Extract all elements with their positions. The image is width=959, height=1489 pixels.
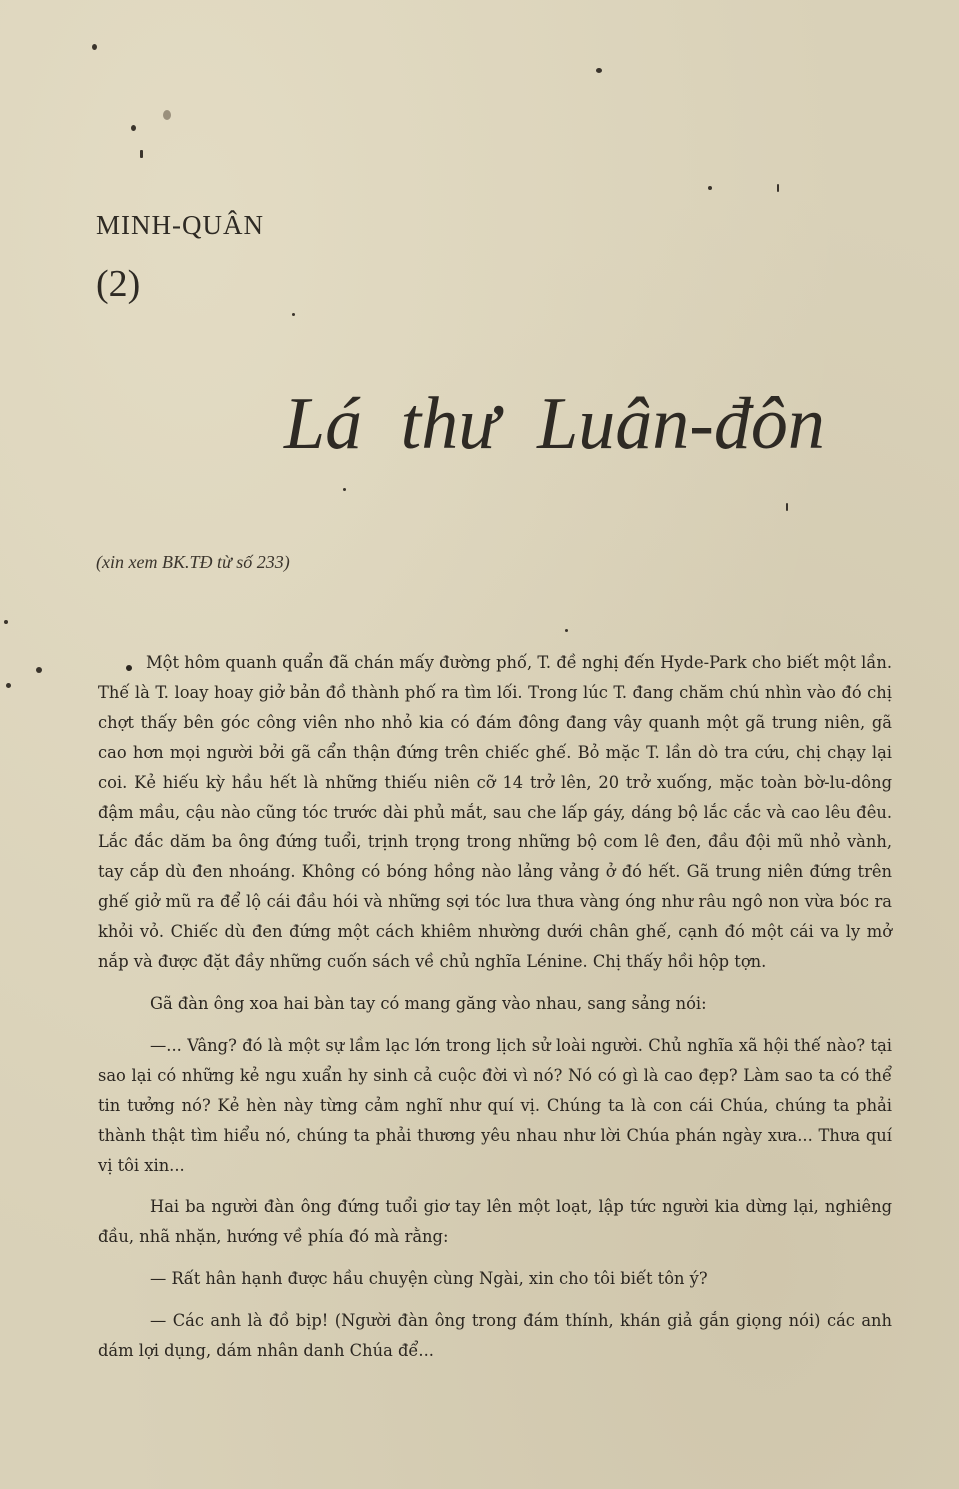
article-body <box>98 648 892 1378</box>
print-speck <box>163 110 171 120</box>
print-speck <box>131 125 136 131</box>
print-speck <box>596 68 602 73</box>
author-name: MINH-QUÂN <box>96 210 264 240</box>
print-speck <box>292 313 295 316</box>
part-number: (2) <box>96 263 141 305</box>
print-speck <box>36 667 42 673</box>
paragraph: —... Vâng? đó là một sự lầm lạc lớn trong lịch sử loài người. Chủ nghĩa xã hội thế nào? tại sao lại có những kẻ ngu xuẩn hy sinh cả cuộc đời vì nó? Nó có gì là cao đẹp? Làm sao ta có thể tin tưởng nó? Kẻ hèn này từng cảm nghĩ như quí vị. Chúng ta là con cái Chúa, chúng ta phải thành thật tìm hiểu nó, chúng ta phải thương yêu nhau như lời Chúa phán ngày xưa... Thưa quí vị tôi xin... <box>98 1035 892 1175</box>
print-speck <box>343 488 346 491</box>
print-speck <box>777 184 779 192</box>
paragraph: Một hôm quanh quẩn đã chán mấy đường phố, T. đề nghị đến Hyde-Park cho biết một lần. Thế là T. loay hoay giở bản đồ thành phố ra tìm lối. Trong lúc T. đang chăm chú nhìn vào đó chị chợt thấy bên góc công viên nho nhỏ kia có đám đông đang vây quanh một gã trung niên, gã cao hơn mọi người bởi gã cẩn thận đứng trên chiếc ghế. Bỏ mặc T. lần dò tra cứu, chị chạy lại coi. Kẻ hiếu kỳ hầu hết là những thiếu niên cỡ 14 trở lên, 20 trở xuống, mặc toàn bờ-lu-dông đậm mầu, cậu nào cũng tóc trước dài phủ mắt, sau che lấp gáy, dáng bộ lắc cắc và cao lêu đêu. Lắc đắc dăm ba ông đứng tuổi, trịnh trọng trong những bộ com lê đen, đầu đội mũ nhỏ vành, tay cắp dù đen nhoáng. Không có bóng hồng nào lảng vảng ở đó hết. Gã trung niên đứng trên ghế giở mũ ra để lộ cái đầu hói và những sợi tóc lưa thưa vàng óng như râu ngô non vừa bóc ra khỏi vỏ. Chiếc dù đen đứng một cách khiêm nhường dưới chân ghế, cạnh đó một cái va ly mở nắp và được đặt đầy những cuốn sách về chủ nghĩa Lénine. Chị thấy hồi hộp tợn. <box>98 653 892 972</box>
print-speck <box>565 629 568 632</box>
paragraph: — Rất hân hạnh được hầu chuyện cùng Ngài, xin cho tôi biết tôn ý? <box>150 1269 708 1289</box>
print-speck <box>786 503 788 511</box>
print-speck <box>708 186 712 190</box>
paragraph: — Các anh là đồ bịp! (Người đàn ông trong đám thính, khán giả gắn giọng nói) các anh dám lợi dụng, dám nhân danh Chúa để... <box>98 1311 892 1361</box>
paragraph: Gã đàn ông xoa hai bàn tay có mang găng vào nhau, sang sảng nói: <box>150 993 707 1013</box>
print-speck <box>92 44 97 50</box>
article-title: Lá thư Luân-đôn <box>284 383 825 465</box>
reference-note: (xin xem BK.TĐ từ số 233) <box>96 552 290 572</box>
print-speck <box>140 150 143 158</box>
print-speck <box>6 683 11 688</box>
print-speck <box>4 620 8 624</box>
paragraph: Hai ba người đàn ông đứng tuổi giơ tay lên một loạt, lập tức người kia dừng lại, nghiêng đầu, nhã nhặn, hướng về phía đó mà rằng: <box>98 1197 892 1247</box>
